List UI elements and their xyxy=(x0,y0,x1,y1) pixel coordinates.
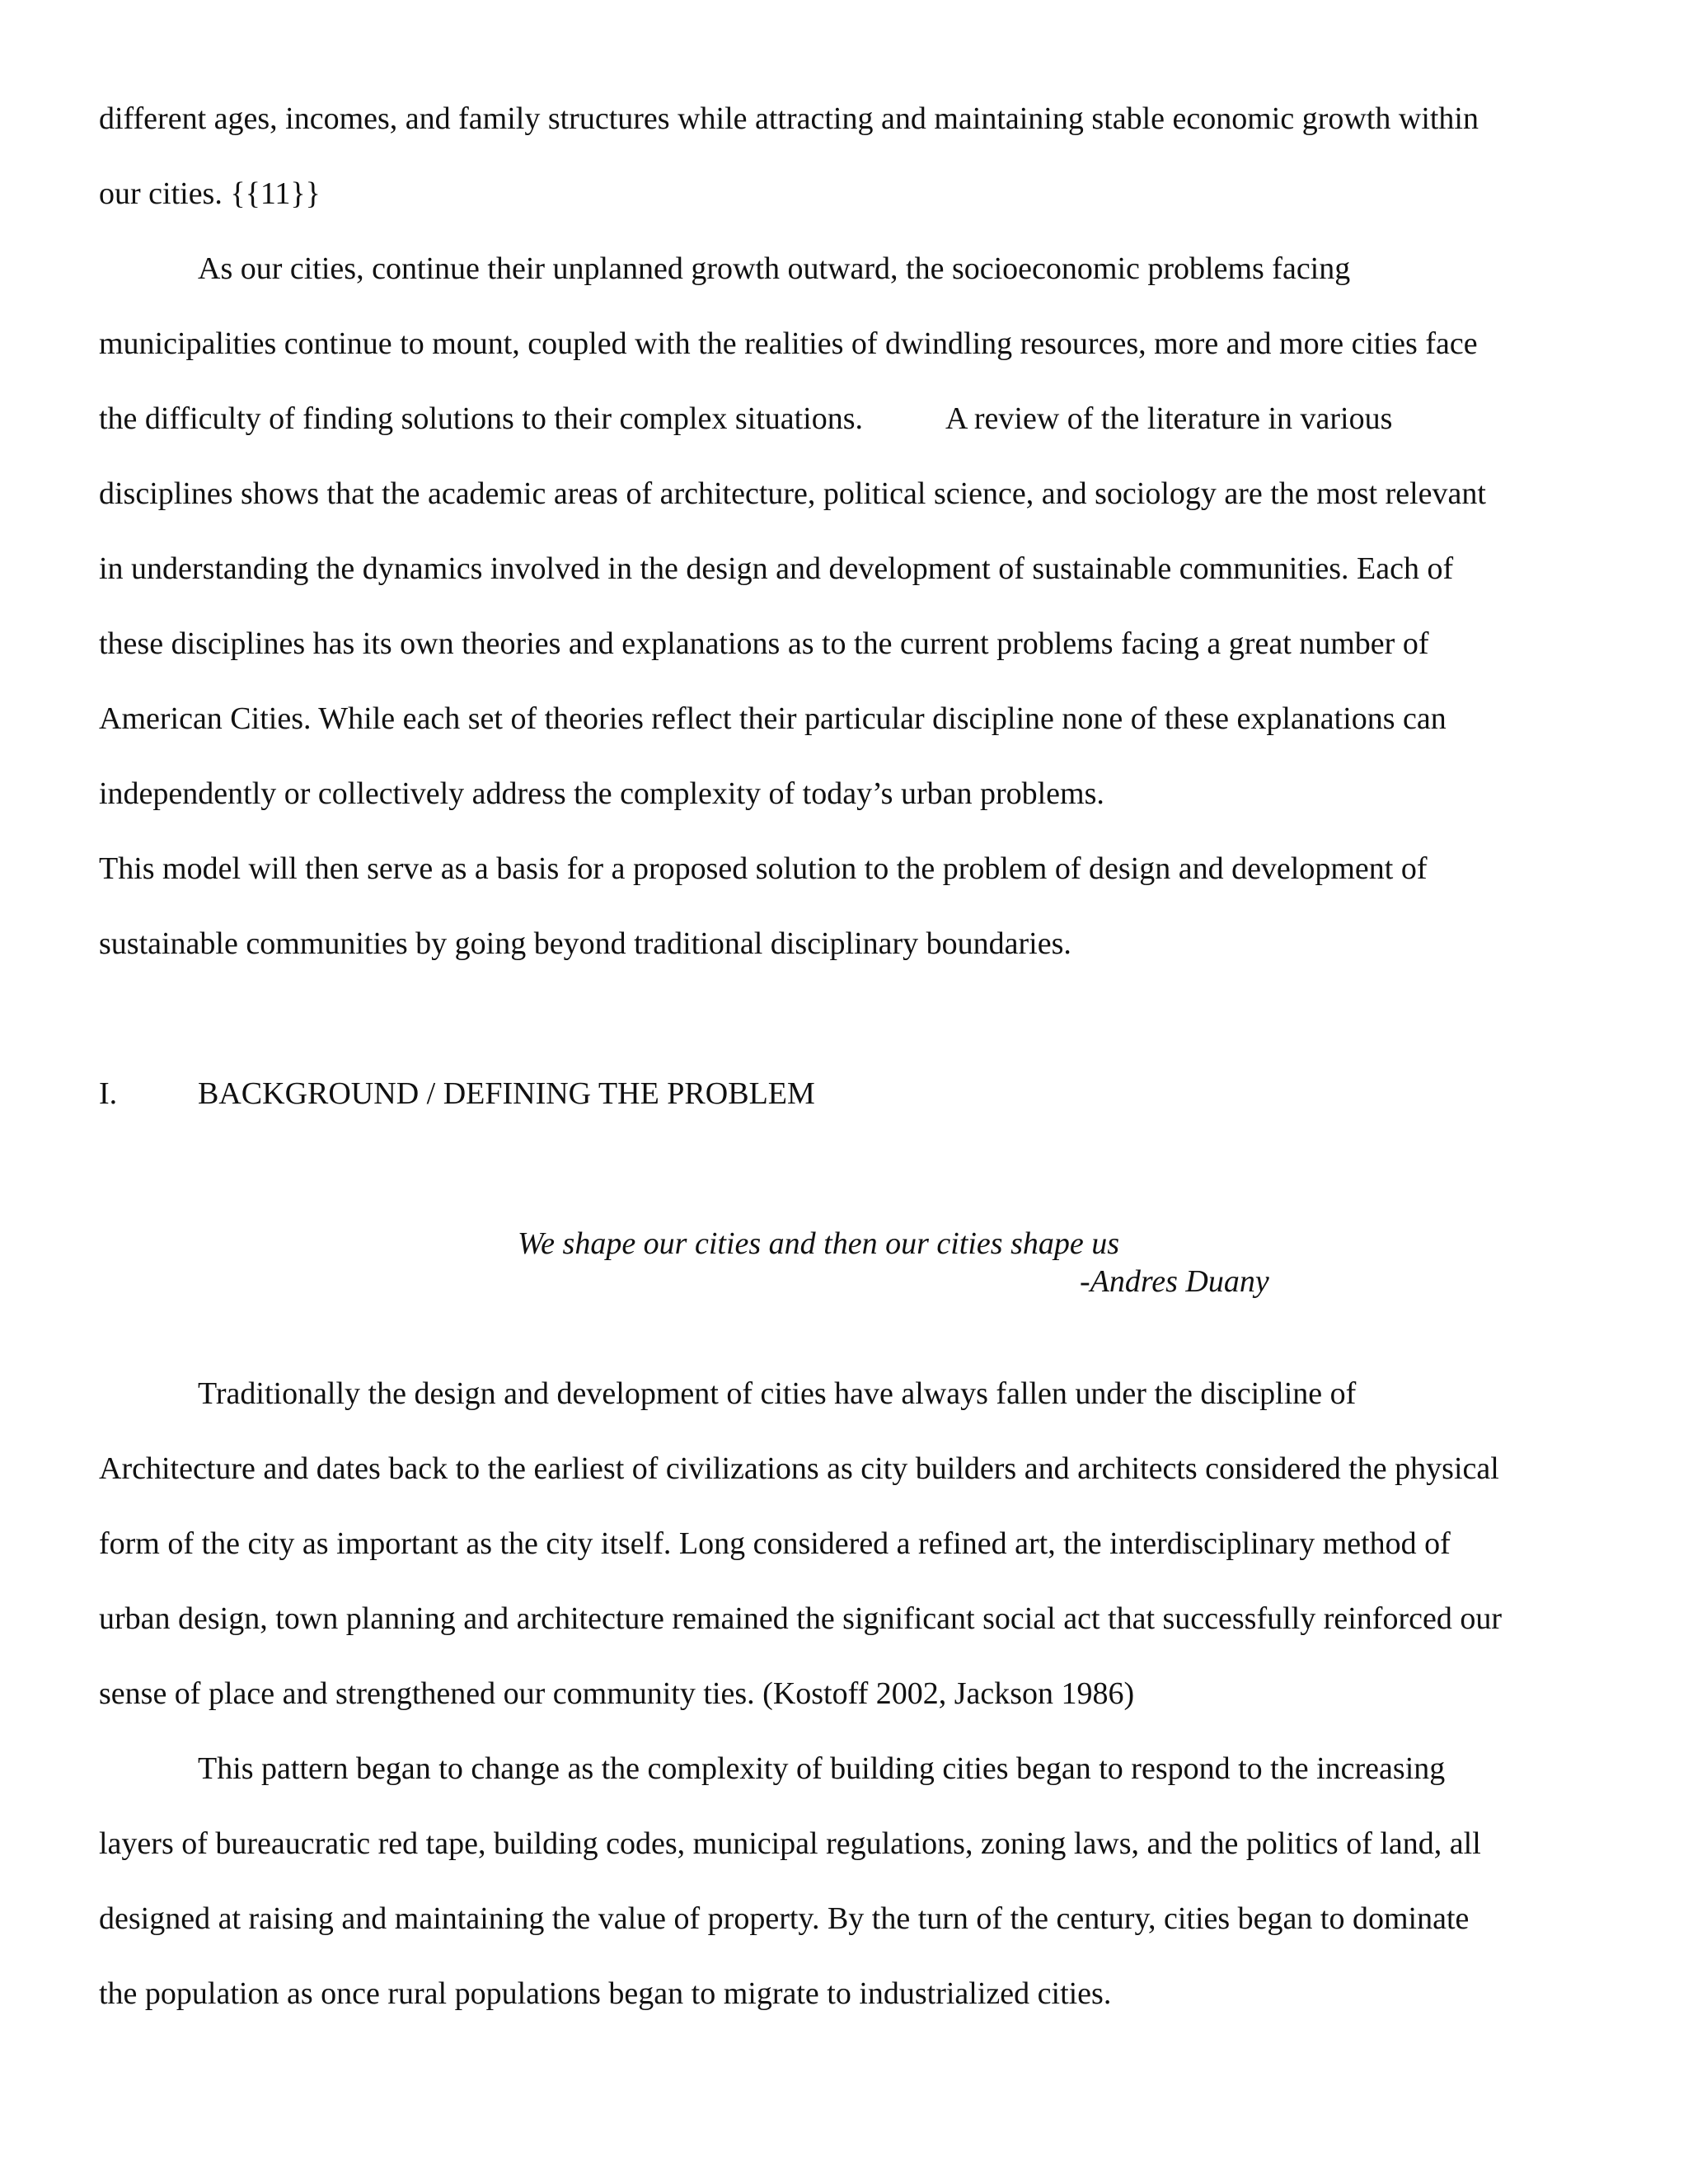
paragraph-growth-line-4: disciplines shows that the academic areas of architecture, political science, and sociology are the most relevant xyxy=(99,476,1486,511)
paragraph-growth-line-6: these disciplines has its own theories and explanations as to the current problems facing a great number of xyxy=(99,626,1429,661)
section-title: BACKGROUND / DEFINING THE PROBLEM xyxy=(198,1076,815,1111)
paragraph-growth-line-3-part-2: A review of the literature in various xyxy=(945,401,1393,436)
paragraph-tradition-line-5: sense of place and strengthened our community ties. (Kostoff 2002, Jackson 1986) xyxy=(99,1676,1135,1711)
paragraph-growth-line-3 xyxy=(99,401,1392,437)
paragraph-tradition-line-2: Architecture and dates back to the earliest of civilizations as city builders and architects considered the physical xyxy=(99,1451,1499,1486)
epigraph-attribution: -Andres Duany xyxy=(1080,1264,1269,1299)
paragraph-pattern-line-1: This pattern began to change as the complexity of building cities began to respond to the increasing xyxy=(198,1751,1446,1786)
section-number: I. xyxy=(99,1076,118,1111)
paragraph-model-line-2: sustainable communities by going beyond traditional disciplinary boundaries. xyxy=(99,926,1071,961)
paragraph-tradition-line-3: form of the city as important as the city itself. Long considered a refined art, the interdisciplinary method of xyxy=(99,1526,1451,1561)
epigraph-quote: We shape our cities and then our cities shape us xyxy=(518,1226,1120,1261)
paragraph-growth-line-8: independently or collectively address the complexity of today’s urban problems. xyxy=(99,776,1104,811)
paragraph-continued-line-2: our cities. {{11}} xyxy=(99,176,321,211)
paragraph-growth-line-2: municipalities continue to mount, coupled with the realities of dwindling resources, more and more cities face xyxy=(99,326,1478,361)
paragraph-growth-line-1: As our cities, continue their unplanned growth outward, the socioeconomic problems facing xyxy=(198,251,1351,286)
paragraph-tradition-line-1: Traditionally the design and development of cities have always fallen under the discipline of xyxy=(198,1376,1357,1411)
paragraph-growth-line-7: American Cities. While each set of theories reflect their particular discipline none of these explanations can xyxy=(99,701,1447,736)
paragraph-tradition-line-4: urban design, town planning and architecture remained the significant social act that successfully reinforced our xyxy=(99,1601,1503,1636)
paragraph-continued-line-1: different ages, incomes, and family structures while attracting and maintaining stable economic growth within xyxy=(99,101,1479,136)
paragraph-growth-line-3-part-1: the difficulty of finding solutions to their complex situations. xyxy=(99,401,864,436)
paragraph-model-line-1: This model will then serve as a basis for a proposed solution to the problem of design and development of xyxy=(99,851,1428,886)
paragraph-pattern-line-3: designed at raising and maintaining the value of property. By the turn of the century, cities began to dominate xyxy=(99,1901,1470,1936)
paragraph-pattern-line-4: the population as once rural populations began to migrate to industrialized cities. xyxy=(99,1976,1112,2011)
paragraph-pattern-line-2: layers of bureaucratic red tape, building codes, municipal regulations, zoning laws, and the politics of land, all xyxy=(99,1826,1481,1861)
paragraph-growth-line-5: in understanding the dynamics involved in the design and development of sustainable communities. Each of xyxy=(99,551,1454,586)
